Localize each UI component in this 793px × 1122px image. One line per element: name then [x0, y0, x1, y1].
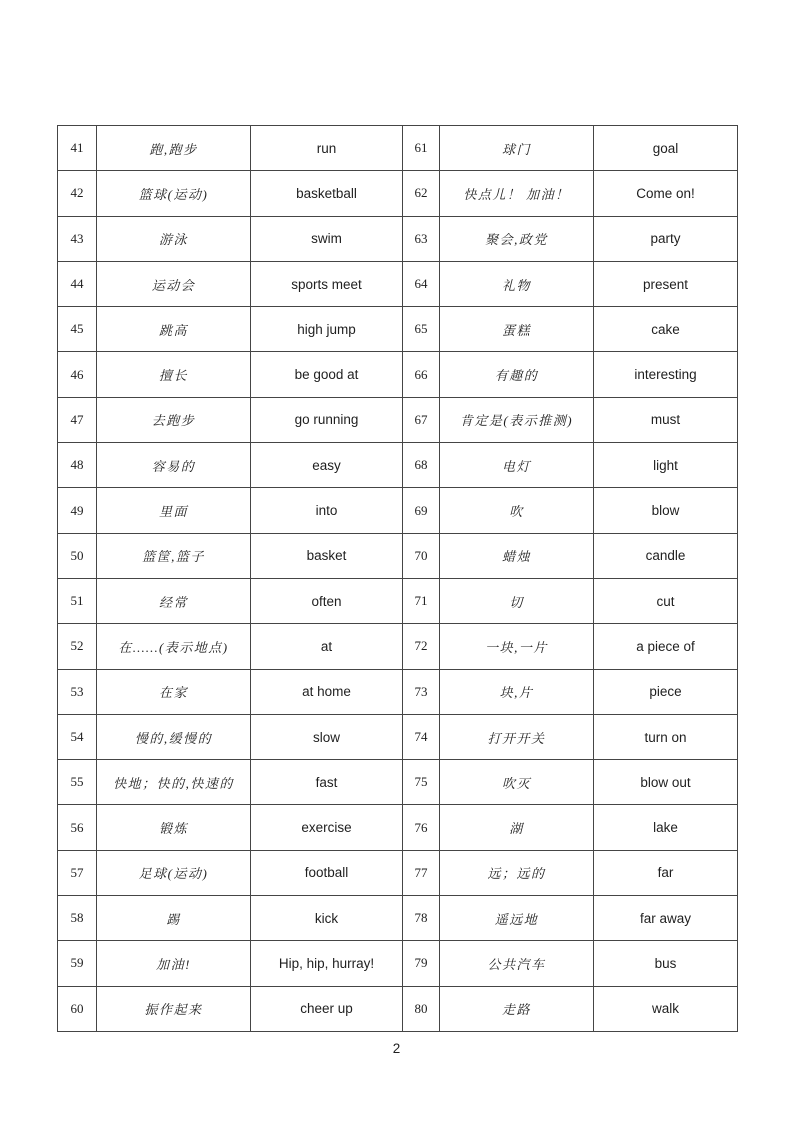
chinese-word: 切 — [440, 578, 594, 623]
row-number: 80 — [403, 986, 440, 1031]
english-word: party — [594, 216, 738, 261]
chinese-word: 经常 — [97, 578, 251, 623]
english-word: exercise — [251, 805, 403, 850]
english-word: football — [251, 850, 403, 895]
chinese-word: 球门 — [440, 126, 594, 171]
chinese-word: 块,片 — [440, 669, 594, 714]
row-number: 75 — [403, 760, 440, 805]
english-word: blow — [594, 488, 738, 533]
chinese-word: 快点儿！ 加油！ — [440, 171, 594, 216]
chinese-word: 聚会,政党 — [440, 216, 594, 261]
chinese-word: 公共汽车 — [440, 941, 594, 986]
chinese-word: 慢的,缓慢的 — [97, 714, 251, 759]
english-word: light — [594, 443, 738, 488]
row-number: 78 — [403, 896, 440, 941]
table-row — [58, 307, 738, 352]
table-row — [58, 578, 738, 623]
table-row — [58, 669, 738, 714]
row-number: 51 — [58, 578, 97, 623]
row-number: 57 — [58, 850, 97, 895]
row-number: 63 — [403, 216, 440, 261]
table-row — [58, 171, 738, 216]
english-word: lake — [594, 805, 738, 850]
row-number: 43 — [58, 216, 97, 261]
row-number: 44 — [58, 261, 97, 306]
english-word: Come on! — [594, 171, 738, 216]
row-number: 58 — [58, 896, 97, 941]
row-number: 55 — [58, 760, 97, 805]
table-row — [58, 714, 738, 759]
row-number: 65 — [403, 307, 440, 352]
english-word: at home — [251, 669, 403, 714]
chinese-word: 蛋糕 — [440, 307, 594, 352]
row-number: 69 — [403, 488, 440, 533]
chinese-word: 吹灭 — [440, 760, 594, 805]
english-word: Hip, hip, hurray! — [251, 941, 403, 986]
vocabulary-table — [57, 125, 738, 1032]
chinese-word: 跳高 — [97, 307, 251, 352]
row-number: 61 — [403, 126, 440, 171]
english-word: often — [251, 578, 403, 623]
english-word: basket — [251, 533, 403, 578]
row-number: 41 — [58, 126, 97, 171]
chinese-word: 打开开关 — [440, 714, 594, 759]
row-number: 74 — [403, 714, 440, 759]
english-word: goal — [594, 126, 738, 171]
chinese-word: 快地；快的,快速的 — [97, 760, 251, 805]
english-word: kick — [251, 896, 403, 941]
row-number: 49 — [58, 488, 97, 533]
table-row — [58, 397, 738, 442]
chinese-word: 远；远的 — [440, 850, 594, 895]
english-word: a piece of — [594, 624, 738, 669]
english-word: fast — [251, 760, 403, 805]
chinese-word: 蜡烛 — [440, 533, 594, 578]
english-word: be good at — [251, 352, 403, 397]
table-row — [58, 488, 738, 533]
table-row — [58, 261, 738, 306]
table-row — [58, 216, 738, 261]
chinese-word: 在……(表示地点) — [97, 624, 251, 669]
table-row — [58, 533, 738, 578]
page-number: 2 — [392, 1041, 401, 1056]
row-number: 71 — [403, 578, 440, 623]
row-number: 73 — [403, 669, 440, 714]
chinese-word: 擅长 — [97, 352, 251, 397]
english-word: far — [594, 850, 738, 895]
english-word: sports meet — [251, 261, 403, 306]
chinese-word: 足球(运动) — [97, 850, 251, 895]
chinese-word: 跑,跑步 — [97, 126, 251, 171]
english-word: high jump — [251, 307, 403, 352]
chinese-word: 吹 — [440, 488, 594, 533]
english-word: bus — [594, 941, 738, 986]
row-number: 59 — [58, 941, 97, 986]
row-number: 53 — [58, 669, 97, 714]
row-number: 56 — [58, 805, 97, 850]
chinese-word: 礼物 — [440, 261, 594, 306]
table-row — [58, 850, 738, 895]
row-number: 52 — [58, 624, 97, 669]
chinese-word: 容易的 — [97, 443, 251, 488]
english-word: go running — [251, 397, 403, 442]
english-word: interesting — [594, 352, 738, 397]
english-word: candle — [594, 533, 738, 578]
english-word: far away — [594, 896, 738, 941]
english-word: cheer up — [251, 986, 403, 1031]
chinese-word: 振作起来 — [97, 986, 251, 1031]
row-number: 47 — [58, 397, 97, 442]
row-number: 50 — [58, 533, 97, 578]
row-number: 46 — [58, 352, 97, 397]
row-number: 60 — [58, 986, 97, 1031]
chinese-word: 湖 — [440, 805, 594, 850]
english-word: cake — [594, 307, 738, 352]
english-word: must — [594, 397, 738, 442]
chinese-word: 游泳 — [97, 216, 251, 261]
row-number: 54 — [58, 714, 97, 759]
row-number: 72 — [403, 624, 440, 669]
row-number: 68 — [403, 443, 440, 488]
english-word: blow out — [594, 760, 738, 805]
chinese-word: 电灯 — [440, 443, 594, 488]
table-row — [58, 805, 738, 850]
chinese-word: 加油! — [97, 941, 251, 986]
chinese-word: 里面 — [97, 488, 251, 533]
chinese-word: 锻炼 — [97, 805, 251, 850]
table-row — [58, 352, 738, 397]
chinese-word: 一块,一片 — [440, 624, 594, 669]
row-number: 45 — [58, 307, 97, 352]
row-number: 48 — [58, 443, 97, 488]
chinese-word: 篮球(运动) — [97, 171, 251, 216]
english-word: basketball — [251, 171, 403, 216]
row-number: 64 — [403, 261, 440, 306]
table-row — [58, 760, 738, 805]
row-number: 62 — [403, 171, 440, 216]
chinese-word: 遥远地 — [440, 896, 594, 941]
english-word: run — [251, 126, 403, 171]
english-word: swim — [251, 216, 403, 261]
row-number: 76 — [403, 805, 440, 850]
chinese-word: 有趣的 — [440, 352, 594, 397]
english-word: present — [594, 261, 738, 306]
english-word: into — [251, 488, 403, 533]
english-word: cut — [594, 578, 738, 623]
english-word: easy — [251, 443, 403, 488]
vocabulary-table-body — [58, 126, 738, 1032]
chinese-word: 肯定是(表示推测) — [440, 397, 594, 442]
table-row — [58, 986, 738, 1031]
chinese-word: 踢 — [97, 896, 251, 941]
table-row — [58, 443, 738, 488]
table-row — [58, 896, 738, 941]
row-number: 79 — [403, 941, 440, 986]
chinese-word: 在家 — [97, 669, 251, 714]
chinese-word: 去跑步 — [97, 397, 251, 442]
english-word: piece — [594, 669, 738, 714]
row-number: 66 — [403, 352, 440, 397]
chinese-word: 篮筐,篮子 — [97, 533, 251, 578]
chinese-word: 运动会 — [97, 261, 251, 306]
english-word: walk — [594, 986, 738, 1031]
row-number: 77 — [403, 850, 440, 895]
english-word: at — [251, 624, 403, 669]
chinese-word: 走路 — [440, 986, 594, 1031]
english-word: turn on — [594, 714, 738, 759]
table-row — [58, 624, 738, 669]
row-number: 67 — [403, 397, 440, 442]
row-number: 42 — [58, 171, 97, 216]
row-number: 70 — [403, 533, 440, 578]
table-row — [58, 941, 738, 986]
english-word: slow — [251, 714, 403, 759]
table-row — [58, 126, 738, 171]
